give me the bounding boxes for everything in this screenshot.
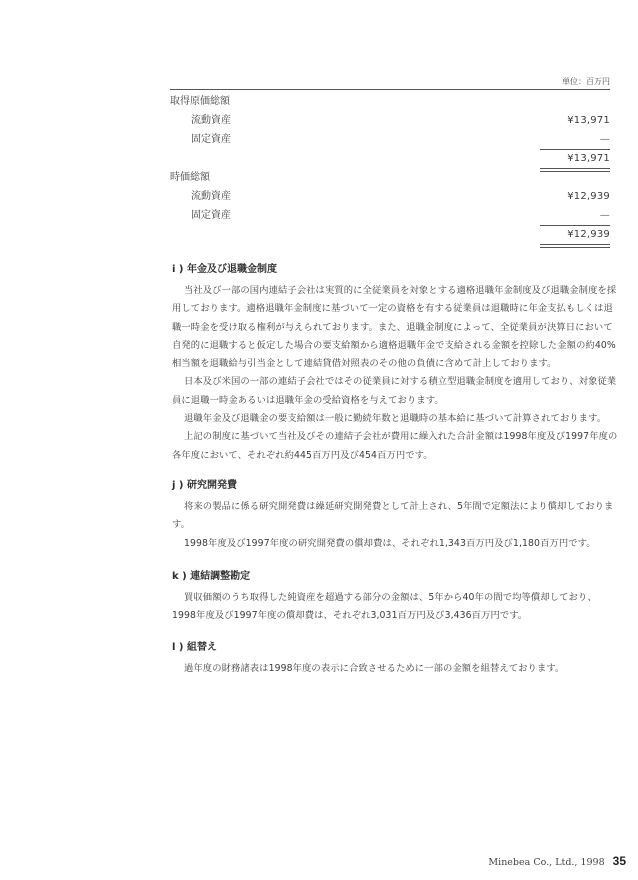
section-rnd-heading: j ) 研究開発費	[172, 480, 237, 491]
acquisition-fixed-label: 固定資産	[191, 134, 231, 145]
market-current-row	[170, 187, 610, 206]
section-reclassification-para-1: 過年度の財務諸表は1998年度の表示に合致させるために一部の金額を組替えております。	[184, 663, 565, 674]
section-pension-heading: i ) 年金及び退職金制度	[172, 264, 277, 275]
market-total-row	[170, 225, 610, 244]
section-reclassification-heading: l ) 組替え	[172, 642, 217, 653]
unit-rule	[170, 89, 610, 90]
section-rnd-para-2: 1998年度及び1997年度の研究開発費の償却費は、それぞれ1,343百万円及び1,180百万円です。	[184, 537, 596, 549]
market-value-row	[170, 168, 610, 187]
market-value-label: 時価総額	[170, 172, 210, 183]
acquisition-fixed-value: —	[599, 134, 610, 145]
acquisition-cost-label: 取得原価総額	[170, 96, 230, 107]
section-goodwill-heading: k ) 連結調整勘定	[172, 571, 251, 582]
market-fixed-value: —	[599, 210, 610, 221]
market-total-double-rule	[540, 244, 610, 248]
market-total-value: ¥12,939	[567, 229, 610, 240]
market-fixed-label: 固定資産	[191, 210, 231, 221]
acquisition-total-value: ¥13,971	[567, 153, 610, 164]
section-pension-para-3: 退職年金及び退職金の要支給額は一般に勤続年数と退職時の基本給に基づいて計算されております。	[184, 413, 607, 425]
market-value-table	[170, 168, 610, 244]
page-number: 35	[612, 854, 626, 868]
section-pension	[172, 262, 618, 465]
section-goodwill	[172, 569, 618, 626]
section-pension-para-4: 上記の制度に基づいて当社及びその連結子会社が費用に繰入れた合計金額は1998年度及び1997年度の各年度において、それぞれ約445百万円及び454百万円です。	[172, 431, 618, 461]
section-reclassification	[172, 640, 618, 678]
page-footer	[488, 850, 626, 869]
acquisition-current-value: ¥13,971	[567, 115, 610, 126]
acquisition-total-row	[170, 149, 610, 168]
section-goodwill-para-1: 買収価額のうち取得した純資産を超過する部分の金額は、5年から40年の間で均等償却しており、1998年度及び1997年度の償却費は、それぞれ3,031百万円及び3,436百万円です。	[172, 592, 597, 622]
acquisition-current-row	[170, 111, 610, 130]
section-pension-para-2: 日本及び米国の一部の連結子会社ではその従業員に対する積立型退職金制度を適用しており、対象従業員に退職一時金あるいは退職年金の受給資格を与えております。	[172, 376, 617, 406]
acquisition-current-label: 流動資産	[191, 115, 231, 126]
acquisition-cost-table	[170, 92, 610, 168]
market-current-value: ¥12,939	[567, 191, 610, 202]
acquisition-fixed-row	[170, 130, 610, 149]
unit-label: 単位：百万円	[562, 77, 610, 86]
acquisition-cost-row	[170, 92, 610, 111]
footer-company: Minebea Co., Ltd., 1998	[488, 857, 605, 868]
market-current-label: 流動資産	[191, 191, 231, 202]
section-rnd	[172, 478, 618, 553]
section-rnd-para-1: 将来の製品に係る研究開発費は繰延研究開発費として計上され、5年間で定額法により償却しております。	[172, 501, 614, 531]
market-fixed-row	[170, 206, 610, 225]
section-pension-para-1: 当社及び一部の国内連結子会社は実質的に全従業員を対象とする適格退職年金制度及び退職金制度を採用しております。適格退職年金制度に基づいて一定の資格を有する従業員は退職時に年金支払もしくは退職一時金を受け取る権利が与えられております。また、退職金制度によって、全従業員が決算日において自発的に退職すると仮定した場合の要支給額から適格退職年金で支給される金額を控除した金額の約40%相当額を退職給与引当金として連結貸借対照表のその他の負債に含めて計上しております。	[172, 285, 617, 370]
